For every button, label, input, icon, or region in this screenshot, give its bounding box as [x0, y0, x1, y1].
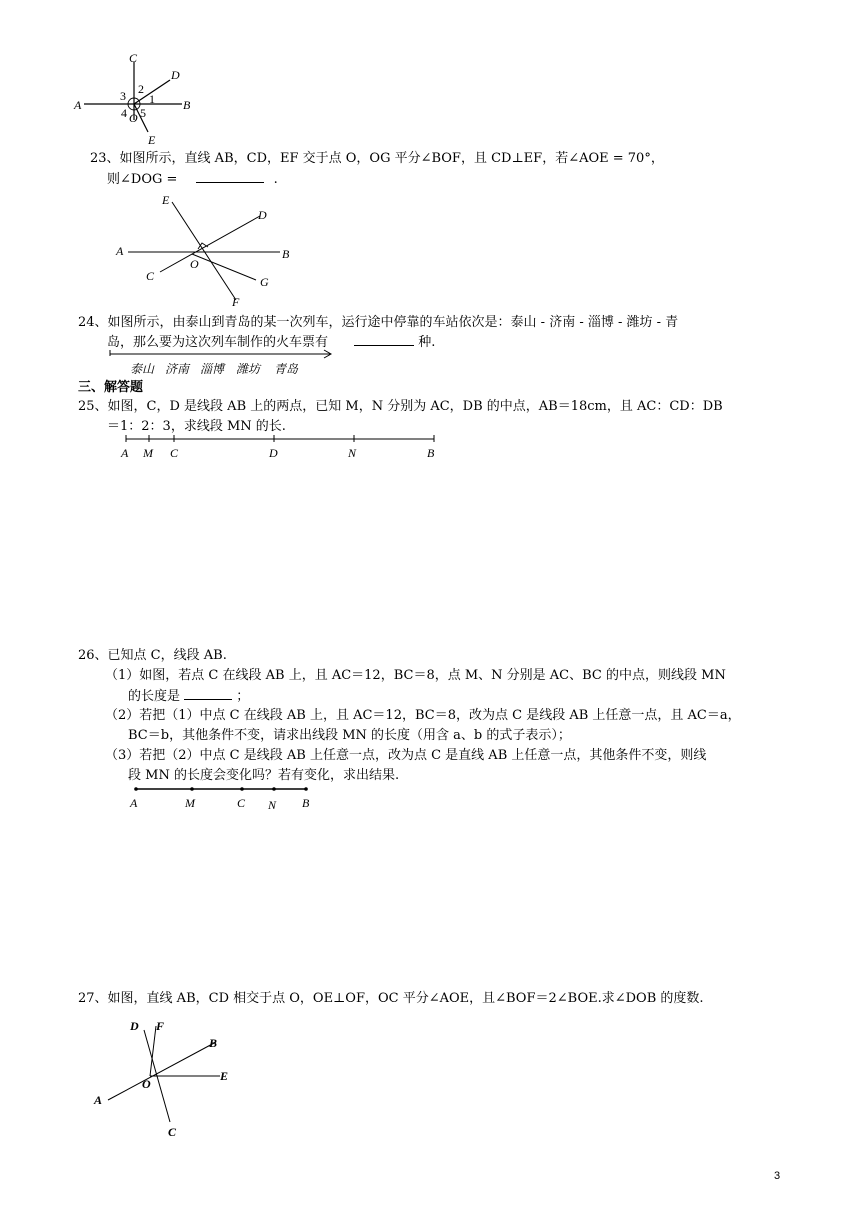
q24-line2-pre: 岛，那么要为这次列车制作的火车票有 [107, 335, 329, 350]
q23-line2-pre: 则∠DOG = [107, 172, 178, 187]
q26-answer-blank[interactable] [184, 687, 232, 700]
q26-p2-line2: BC＝b，其他条件不变，请求出线段 MN 的长度（用含 a、b 的式子表示）； [128, 728, 571, 743]
section-heading: 三、解答题 [78, 380, 144, 395]
fig27-label-a: A [94, 1093, 103, 1107]
q26-p3-line2: 段 MN 的长度会变化吗？若有变化，求出结果. [128, 768, 400, 783]
fig22-label-o: O [129, 111, 138, 125]
fig22-label-5: 5 [140, 106, 146, 120]
fig22-label-e: E [148, 133, 156, 147]
fig22-label-c: C [129, 51, 138, 65]
q23-line1: 23、如图所示，直线 AB，CD，EF 交于点 O，OG 平分∠BOF，且 CD⊥EF，若∠AOE = 70°， [90, 151, 664, 166]
fig22-label-3: 3 [120, 89, 126, 103]
fig22-label-b: B [183, 98, 191, 112]
q24-line1: 24、如图所示，由泰山到青岛的某一次列车，运行途中停靠的车站依次是：泰山 - 济南 - 淄博 - 潍坊 - 青 [78, 315, 679, 330]
fig24-station-3: 潍坊 [236, 362, 261, 376]
fig26-label-a: A [130, 796, 138, 810]
q24-line2-post: 种. [418, 335, 436, 350]
fig25-label-d: D [269, 446, 278, 460]
fig22-label-4: 4 [121, 106, 127, 120]
fig23-label-c: C [146, 269, 155, 283]
figure-q23 [110, 188, 310, 310]
q26-p1-line1: （1）如图，若点 C 在线段 AB 上，且 AC＝12，BC＝8，点 M、N 分别是 AC、BC 的中点，则线段 MN [105, 668, 726, 683]
fig25-label-c: C [170, 446, 179, 460]
fig26-label-m: M [185, 796, 195, 810]
q23-line2 [107, 170, 278, 189]
q26-p2-line1: （2）若把（1）中点 C 在线段 AB 上，且 AC＝12，BC＝8，改为点 C 是线段 AB 上任意一点，且 AC＝a， [105, 708, 741, 723]
fig22-label-d: D [171, 68, 180, 82]
fig27-label-c: C [168, 1125, 177, 1139]
figure-q22 [70, 50, 200, 150]
q23-line2-post: . [273, 172, 278, 187]
fig26-label-c: C [237, 796, 246, 810]
figure-q26 [126, 783, 326, 813]
q26-p3-line1: （3）若把（2）中点 C 是线段 AB 上任意一点，改为点 C 是直线 AB 上任意一点，其他条件不变，则线 [105, 748, 707, 763]
fig22-label-2: 2 [138, 82, 144, 96]
fig27-label-b: B [209, 1036, 218, 1050]
fig23-label-f: F [232, 295, 240, 309]
page-number: 3 [774, 1170, 781, 1182]
fig27-label-d: D [130, 1019, 139, 1033]
fig26-label-n: N [268, 798, 277, 812]
q26-p1-line2-post: ； [236, 689, 250, 704]
fig24-station-4: 青岛 [274, 362, 299, 376]
figure-q25 [118, 432, 448, 462]
fig25-label-m: M [143, 446, 153, 460]
q25-line2: ＝1：2：3，求线段 MN 的长. [107, 419, 286, 434]
q27-line1: 27、如图，直线 AB，CD 相交于点 O，OE⊥OF，OC 平分∠AOE，且∠BOF＝2∠BOE.求∠DOB 的度数. [78, 991, 704, 1006]
fig25-label-n: N [348, 446, 357, 460]
fig27-label-o: O [142, 1077, 151, 1091]
fig25-label-b: B [427, 446, 435, 460]
fig27-label-e: E [220, 1069, 229, 1083]
figure-q24 [108, 348, 338, 380]
fig22-label-1: 1 [149, 92, 155, 106]
fig23-label-d: D [258, 208, 267, 222]
fig25-label-a: A [121, 446, 129, 460]
fig23-label-e: E [162, 193, 170, 207]
q26-p1-line2-pre: 的长度是 [128, 689, 181, 704]
fig26-label-b: B [302, 796, 310, 810]
q24-answer-blank[interactable] [354, 333, 414, 346]
figure-q27 [88, 1012, 248, 1142]
fig22-label-a: A [74, 98, 82, 112]
fig24-station-0: 泰山 [130, 362, 155, 376]
fig23-label-o: O [190, 257, 199, 271]
fig24-station-1: 济南 [165, 362, 190, 376]
fig27-label-f: F [156, 1019, 165, 1033]
fig24-station-2: 淄博 [200, 362, 225, 376]
q26-p1-line2 [128, 687, 249, 706]
q26-line1: 26、已知点 C，线段 AB. [78, 648, 227, 663]
fig23-label-a: A [116, 244, 124, 258]
fig23-label-g: G [260, 275, 269, 289]
q23-answer-blank[interactable] [196, 170, 264, 183]
fig23-label-b: B [282, 247, 290, 261]
q25-line1: 25、如图，C，D 是线段 AB 上的两点，已知 M，N 分别为 AC，DB 的中点，AB＝18cm，且 AC：CD：DB [78, 399, 723, 414]
